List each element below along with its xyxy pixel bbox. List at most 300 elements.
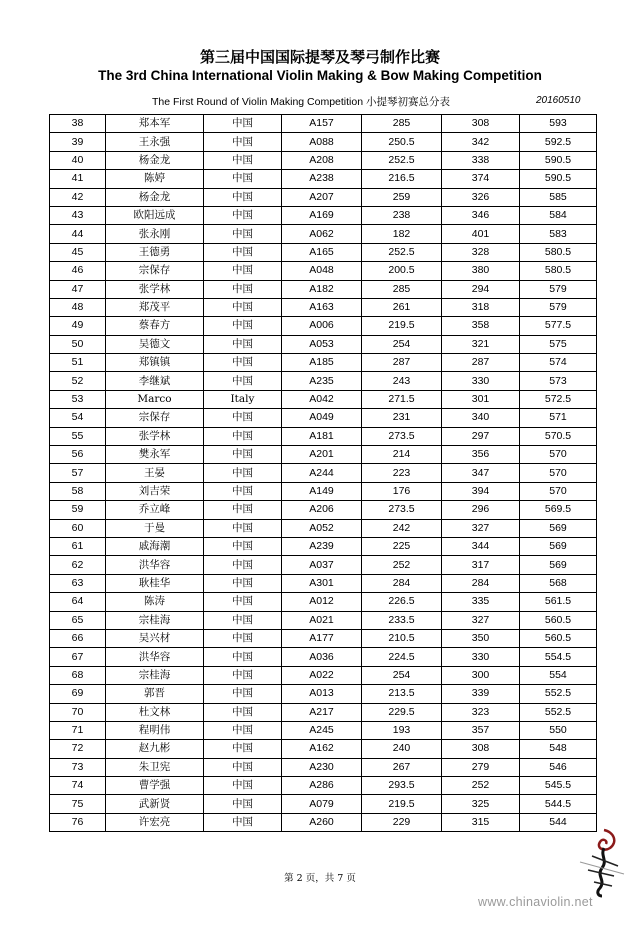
name-cell: 郑本军 <box>106 115 204 133</box>
country-cell: 中国 <box>204 795 282 813</box>
score-2-cell: 301 <box>442 390 520 408</box>
table-row <box>50 262 597 280</box>
country-cell: 中国 <box>204 151 282 169</box>
entry-number-cell: A037 <box>282 556 362 574</box>
entry-number-cell: A157 <box>282 115 362 133</box>
rank-cell: 49 <box>50 317 106 335</box>
score-2-cell: 279 <box>442 758 520 776</box>
country-cell: 中国 <box>204 813 282 831</box>
score-1-cell: 273.5 <box>362 501 442 519</box>
table-row <box>50 372 597 390</box>
country-cell: 中国 <box>204 446 282 464</box>
entry-number-cell: A021 <box>282 611 362 629</box>
country-cell: 中国 <box>204 464 282 482</box>
table-row <box>50 685 597 703</box>
name-cell: 欧阳远成 <box>106 206 204 224</box>
score-1-cell: 285 <box>362 280 442 298</box>
entry-number-cell: A207 <box>282 188 362 206</box>
total-score-cell: 584 <box>520 206 597 224</box>
rank-cell: 60 <box>50 519 106 537</box>
rank-cell: 71 <box>50 721 106 739</box>
total-score-cell: 569 <box>520 556 597 574</box>
country-cell: 中国 <box>204 409 282 427</box>
rank-cell: 63 <box>50 574 106 592</box>
score-2-cell: 335 <box>442 593 520 611</box>
document-date: 20160510 <box>536 95 581 106</box>
table-row <box>50 464 597 482</box>
total-score-cell: 554.5 <box>520 648 597 666</box>
country-cell: 中国 <box>204 501 282 519</box>
rank-cell: 67 <box>50 648 106 666</box>
entry-number-cell: A149 <box>282 482 362 500</box>
rank-cell: 76 <box>50 813 106 831</box>
total-score-cell: 552.5 <box>520 703 597 721</box>
score-2-cell: 339 <box>442 685 520 703</box>
table-row <box>50 777 597 795</box>
score-1-cell: 233.5 <box>362 611 442 629</box>
country-cell: 中国 <box>204 115 282 133</box>
score-2-cell: 356 <box>442 446 520 464</box>
total-score-cell: 571 <box>520 409 597 427</box>
table-row <box>50 225 597 243</box>
total-score-cell: 544.5 <box>520 795 597 813</box>
name-cell: 耿桂华 <box>106 574 204 592</box>
name-cell: 王德勇 <box>106 243 204 261</box>
score-1-cell: 271.5 <box>362 390 442 408</box>
name-cell: 吴德文 <box>106 335 204 353</box>
rank-cell: 42 <box>50 188 106 206</box>
entry-number-cell: A169 <box>282 206 362 224</box>
country-cell: 中国 <box>204 482 282 500</box>
name-cell: 张学林 <box>106 280 204 298</box>
name-cell: 蔡春方 <box>106 317 204 335</box>
score-1-cell: 252.5 <box>362 151 442 169</box>
country-cell: 中国 <box>204 372 282 390</box>
total-score-cell: 544 <box>520 813 597 831</box>
name-cell: 宗保存 <box>106 262 204 280</box>
name-cell: 樊永军 <box>106 446 204 464</box>
total-score-cell: 570 <box>520 464 597 482</box>
rank-cell: 65 <box>50 611 106 629</box>
score-2-cell: 297 <box>442 427 520 445</box>
score-1-cell: 293.5 <box>362 777 442 795</box>
total-score-cell: 570.5 <box>520 427 597 445</box>
rank-cell: 43 <box>50 206 106 224</box>
country-cell: 中国 <box>204 556 282 574</box>
entry-number-cell: A206 <box>282 501 362 519</box>
entry-number-cell: A182 <box>282 280 362 298</box>
total-score-cell: 585 <box>520 188 597 206</box>
total-score-cell: 579 <box>520 280 597 298</box>
name-cell: 李继斌 <box>106 372 204 390</box>
entry-number-cell: A036 <box>282 648 362 666</box>
total-score-cell: 561.5 <box>520 593 597 611</box>
rank-cell: 53 <box>50 390 106 408</box>
table-row <box>50 354 597 372</box>
score-1-cell: 229.5 <box>362 703 442 721</box>
rank-cell: 72 <box>50 740 106 758</box>
total-score-cell: 579 <box>520 298 597 316</box>
score-2-cell: 287 <box>442 354 520 372</box>
name-cell: 陈婷 <box>106 170 204 188</box>
name-cell: 陈涛 <box>106 593 204 611</box>
entry-number-cell: A185 <box>282 354 362 372</box>
table-row <box>50 519 597 537</box>
score-1-cell: 273.5 <box>362 427 442 445</box>
score-2-cell: 394 <box>442 482 520 500</box>
total-score-cell: 580.5 <box>520 262 597 280</box>
country-cell: 中国 <box>204 629 282 647</box>
total-score-cell: 569.5 <box>520 501 597 519</box>
score-1-cell: 261 <box>362 298 442 316</box>
entry-number-cell: A230 <box>282 758 362 776</box>
table-row <box>50 501 597 519</box>
entry-number-cell: A048 <box>282 262 362 280</box>
country-cell: 中国 <box>204 280 282 298</box>
name-cell: 武新贤 <box>106 795 204 813</box>
country-cell: 中国 <box>204 243 282 261</box>
country-cell: 中国 <box>204 666 282 684</box>
rank-cell: 56 <box>50 446 106 464</box>
violin-scroll-logo <box>574 826 630 898</box>
country-cell: 中国 <box>204 170 282 188</box>
total-score-cell: 554 <box>520 666 597 684</box>
rank-cell: 45 <box>50 243 106 261</box>
total-score-cell: 573 <box>520 372 597 390</box>
rank-cell: 55 <box>50 427 106 445</box>
total-score-cell: 583 <box>520 225 597 243</box>
rank-cell: 73 <box>50 758 106 776</box>
country-cell: 中国 <box>204 317 282 335</box>
name-cell: 曹学强 <box>106 777 204 795</box>
entry-number-cell: A053 <box>282 335 362 353</box>
name-cell: 宗桂海 <box>106 666 204 684</box>
score-1-cell: 176 <box>362 482 442 500</box>
country-cell: 中国 <box>204 262 282 280</box>
country-cell: 中国 <box>204 133 282 151</box>
table-row <box>50 666 597 684</box>
table-row <box>50 758 597 776</box>
entry-number-cell: A217 <box>282 703 362 721</box>
country-cell: 中国 <box>204 225 282 243</box>
name-cell: 宗桂海 <box>106 611 204 629</box>
rank-cell: 38 <box>50 115 106 133</box>
country-cell: 中国 <box>204 758 282 776</box>
total-score-cell: 570 <box>520 482 597 500</box>
page-number: 第 2 页，共 7 页 <box>284 873 356 884</box>
entry-number-cell: A088 <box>282 133 362 151</box>
entry-number-cell: A162 <box>282 740 362 758</box>
score-1-cell: 223 <box>362 464 442 482</box>
score-1-cell: 254 <box>362 335 442 353</box>
table-row <box>50 409 597 427</box>
table-row <box>50 703 597 721</box>
score-2-cell: 315 <box>442 813 520 831</box>
country-cell: 中国 <box>204 721 282 739</box>
rank-cell: 40 <box>50 151 106 169</box>
score-1-cell: 229 <box>362 813 442 831</box>
table-row <box>50 427 597 445</box>
rank-cell: 52 <box>50 372 106 390</box>
table-row <box>50 317 597 335</box>
entry-number-cell: A079 <box>282 795 362 813</box>
entry-number-cell: A260 <box>282 813 362 831</box>
total-score-cell: 552.5 <box>520 685 597 703</box>
page-title-chinese: 第三届中国国际提琴及琴弓制作比赛 <box>199 48 440 66</box>
score-1-cell: 287 <box>362 354 442 372</box>
score-2-cell: 346 <box>442 206 520 224</box>
total-score-cell: 560.5 <box>520 611 597 629</box>
rank-cell: 54 <box>50 409 106 427</box>
table-row <box>50 593 597 611</box>
score-table <box>49 114 597 832</box>
total-score-cell: 575 <box>520 335 597 353</box>
score-1-cell: 252.5 <box>362 243 442 261</box>
table-row <box>50 629 597 647</box>
rank-cell: 64 <box>50 593 106 611</box>
score-2-cell: 284 <box>442 574 520 592</box>
rank-cell: 44 <box>50 225 106 243</box>
table-row <box>50 298 597 316</box>
name-cell: 宗保存 <box>106 409 204 427</box>
name-cell: 于曼 <box>106 519 204 537</box>
name-cell: 杨金龙 <box>106 151 204 169</box>
name-cell: 刘吉荣 <box>106 482 204 500</box>
table-row <box>50 795 597 813</box>
table-row <box>50 243 597 261</box>
score-2-cell: 357 <box>442 721 520 739</box>
score-1-cell: 250.5 <box>362 133 442 151</box>
table-row <box>50 574 597 592</box>
country-cell: 中国 <box>204 685 282 703</box>
table-row <box>50 648 597 666</box>
entry-number-cell: A049 <box>282 409 362 427</box>
entry-number-cell: A006 <box>282 317 362 335</box>
score-2-cell: 358 <box>442 317 520 335</box>
score-1-cell: 240 <box>362 740 442 758</box>
rank-cell: 75 <box>50 795 106 813</box>
score-2-cell: 327 <box>442 519 520 537</box>
score-2-cell: 308 <box>442 115 520 133</box>
score-1-cell: 285 <box>362 115 442 133</box>
score-2-cell: 344 <box>442 537 520 555</box>
score-2-cell: 323 <box>442 703 520 721</box>
score-1-cell: 243 <box>362 372 442 390</box>
country-cell: 中国 <box>204 574 282 592</box>
rank-cell: 69 <box>50 685 106 703</box>
rank-cell: 66 <box>50 629 106 647</box>
entry-number-cell: A012 <box>282 593 362 611</box>
table-row <box>50 188 597 206</box>
table-row <box>50 611 597 629</box>
name-cell: 杨金龙 <box>106 188 204 206</box>
score-2-cell: 326 <box>442 188 520 206</box>
country-cell: 中国 <box>204 777 282 795</box>
name-cell: 吴兴材 <box>106 629 204 647</box>
score-table-body <box>50 115 597 832</box>
score-2-cell: 308 <box>442 740 520 758</box>
country-cell: 中国 <box>204 537 282 555</box>
rank-cell: 47 <box>50 280 106 298</box>
country-cell: 中国 <box>204 611 282 629</box>
total-score-cell: 572.5 <box>520 390 597 408</box>
total-score-cell: 550 <box>520 721 597 739</box>
total-score-cell: 560.5 <box>520 629 597 647</box>
score-2-cell: 296 <box>442 501 520 519</box>
score-1-cell: 182 <box>362 225 442 243</box>
name-cell: 王永强 <box>106 133 204 151</box>
total-score-cell: 593 <box>520 115 597 133</box>
score-2-cell: 328 <box>442 243 520 261</box>
rank-cell: 39 <box>50 133 106 151</box>
score-1-cell: 214 <box>362 446 442 464</box>
score-2-cell: 380 <box>442 262 520 280</box>
score-1-cell: 254 <box>362 666 442 684</box>
score-1-cell: 219.5 <box>362 795 442 813</box>
total-score-cell: 546 <box>520 758 597 776</box>
total-score-cell: 568 <box>520 574 597 592</box>
score-1-cell: 210.5 <box>362 629 442 647</box>
total-score-cell: 574 <box>520 354 597 372</box>
table-row <box>50 721 597 739</box>
entry-number-cell: A181 <box>282 427 362 445</box>
name-cell: 戚海潮 <box>106 537 204 555</box>
entry-number-cell: A022 <box>282 666 362 684</box>
table-row <box>50 556 597 574</box>
score-1-cell: 267 <box>362 758 442 776</box>
country-cell: 中国 <box>204 740 282 758</box>
table-row <box>50 482 597 500</box>
page-title-english: The 3rd China International Violin Making & Bow Making Competition <box>98 68 542 83</box>
total-score-cell: 592.5 <box>520 133 597 151</box>
entry-number-cell: A235 <box>282 372 362 390</box>
table-row <box>50 537 597 555</box>
rank-cell: 59 <box>50 501 106 519</box>
entry-number-cell: A013 <box>282 685 362 703</box>
score-2-cell: 374 <box>442 170 520 188</box>
country-cell: 中国 <box>204 427 282 445</box>
rank-cell: 57 <box>50 464 106 482</box>
table-row <box>50 335 597 353</box>
name-cell: 许宏亮 <box>106 813 204 831</box>
rank-cell: 51 <box>50 354 106 372</box>
rank-cell: 41 <box>50 170 106 188</box>
table-row <box>50 206 597 224</box>
score-1-cell: 219.5 <box>362 317 442 335</box>
score-1-cell: 238 <box>362 206 442 224</box>
name-cell: 杜文林 <box>106 703 204 721</box>
table-row <box>50 133 597 151</box>
name-cell: 张学林 <box>106 427 204 445</box>
total-score-cell: 577.5 <box>520 317 597 335</box>
score-2-cell: 317 <box>442 556 520 574</box>
table-row <box>50 151 597 169</box>
rank-cell: 50 <box>50 335 106 353</box>
country-cell: 中国 <box>204 648 282 666</box>
score-2-cell: 325 <box>442 795 520 813</box>
entry-number-cell: A177 <box>282 629 362 647</box>
table-row <box>50 280 597 298</box>
score-2-cell: 350 <box>442 629 520 647</box>
name-cell: 程明伟 <box>106 721 204 739</box>
entry-number-cell: A201 <box>282 446 362 464</box>
table-row <box>50 390 597 408</box>
rank-cell: 62 <box>50 556 106 574</box>
score-1-cell: 213.5 <box>362 685 442 703</box>
rank-cell: 70 <box>50 703 106 721</box>
score-2-cell: 347 <box>442 464 520 482</box>
score-1-cell: 242 <box>362 519 442 537</box>
name-cell: 洪华容 <box>106 556 204 574</box>
entry-number-cell: A239 <box>282 537 362 555</box>
total-score-cell: 545.5 <box>520 777 597 795</box>
name-cell: 乔立峰 <box>106 501 204 519</box>
entry-number-cell: A165 <box>282 243 362 261</box>
total-score-cell: 590.5 <box>520 170 597 188</box>
name-cell: 洪华容 <box>106 648 204 666</box>
total-score-cell: 580.5 <box>520 243 597 261</box>
score-1-cell: 224.5 <box>362 648 442 666</box>
score-2-cell: 342 <box>442 133 520 151</box>
table-row <box>50 170 597 188</box>
rank-cell: 61 <box>50 537 106 555</box>
country-cell: 中国 <box>204 593 282 611</box>
score-2-cell: 252 <box>442 777 520 795</box>
name-cell: 郑镇镇 <box>106 354 204 372</box>
total-score-cell: 590.5 <box>520 151 597 169</box>
table-row <box>50 446 597 464</box>
total-score-cell: 569 <box>520 519 597 537</box>
entry-number-cell: A052 <box>282 519 362 537</box>
name-cell: Marco <box>106 390 204 408</box>
table-subtitle: The First Round of Violin Making Competition 小提琴初赛总分表 <box>152 96 450 108</box>
table-row <box>50 740 597 758</box>
score-1-cell: 252 <box>362 556 442 574</box>
country-cell: 中国 <box>204 335 282 353</box>
entry-number-cell: A245 <box>282 721 362 739</box>
score-2-cell: 340 <box>442 409 520 427</box>
entry-number-cell: A062 <box>282 225 362 243</box>
name-cell: 赵九彬 <box>106 740 204 758</box>
country-cell: 中国 <box>204 703 282 721</box>
table-row <box>50 813 597 831</box>
entry-number-cell: A286 <box>282 777 362 795</box>
rank-cell: 48 <box>50 298 106 316</box>
rank-cell: 74 <box>50 777 106 795</box>
country-cell: 中国 <box>204 354 282 372</box>
rank-cell: 46 <box>50 262 106 280</box>
score-2-cell: 330 <box>442 372 520 390</box>
score-1-cell: 200.5 <box>362 262 442 280</box>
total-score-cell: 570 <box>520 446 597 464</box>
name-cell: 郑茂平 <box>106 298 204 316</box>
name-cell: 张永刚 <box>106 225 204 243</box>
rank-cell: 68 <box>50 666 106 684</box>
score-2-cell: 294 <box>442 280 520 298</box>
score-1-cell: 231 <box>362 409 442 427</box>
score-1-cell: 284 <box>362 574 442 592</box>
entry-number-cell: A163 <box>282 298 362 316</box>
rank-cell: 58 <box>50 482 106 500</box>
score-2-cell: 321 <box>442 335 520 353</box>
score-1-cell: 193 <box>362 721 442 739</box>
country-cell: 中国 <box>204 298 282 316</box>
country-cell: 中国 <box>204 519 282 537</box>
score-1-cell: 259 <box>362 188 442 206</box>
name-cell: 郭晋 <box>106 685 204 703</box>
total-score-cell: 548 <box>520 740 597 758</box>
country-cell: 中国 <box>204 188 282 206</box>
